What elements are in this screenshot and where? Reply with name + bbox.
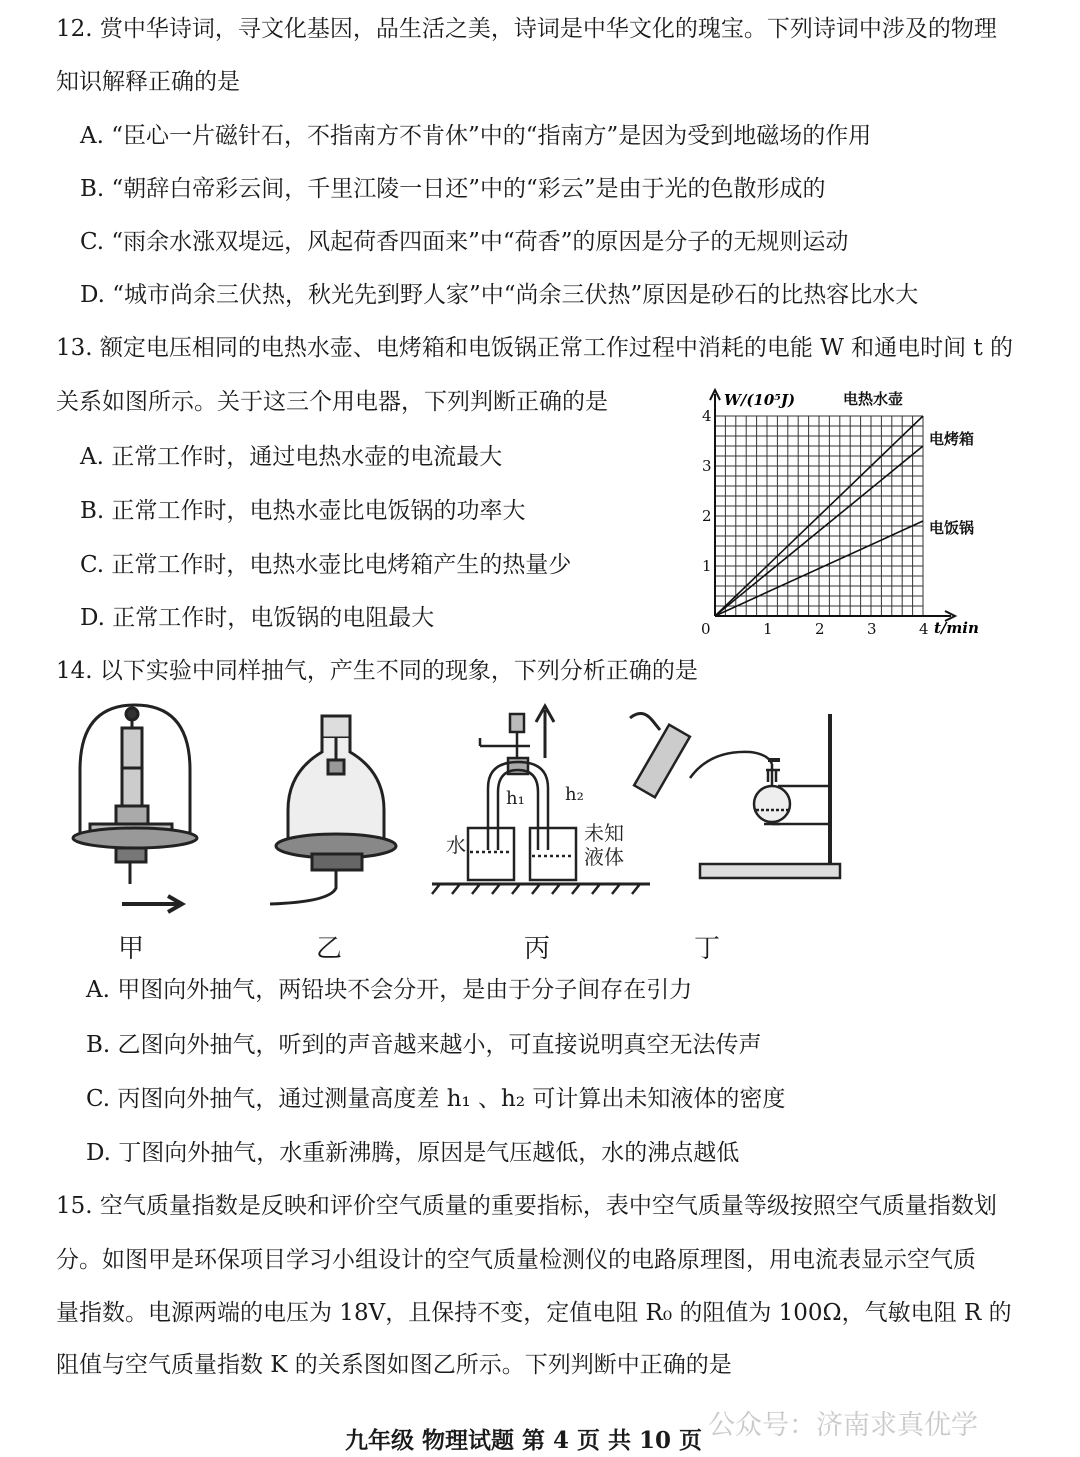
figure-label-ding: 丁 — [694, 934, 721, 964]
q12-option-a: A. “臣心一片磁针石，不指南方不肯休”中的“指南方”是因为受到地磁场的作用 — [80, 123, 872, 149]
experiment-apparatus-figures — [60, 700, 960, 920]
label-unknown-liquid-1: 未知 — [584, 821, 624, 845]
y-axis-label: W/(10⁵J) — [724, 391, 796, 409]
q14-option-c: C. 丙图向外抽气，通过测量高度差 h₁ 、h₂ 可计算出未知液体的密度 — [86, 1086, 786, 1112]
q12-option-b: B. “朝辞白帝彩云间，千里江陵一日还”中的“彩云”是由于光的色散形成的 — [80, 176, 826, 202]
q13-option-b: B. 正常工作时，电热水壶比电饭锅的功率大 — [80, 498, 526, 524]
graph-series — [715, 390, 974, 616]
wechat-watermark: 公众号：济南求真优学 — [708, 1410, 978, 1441]
q13-stem-line1: 13. 额定电压相同的电热水壶、电烤箱和电饭锅正常工作过程中消耗的电能 W 和通电时间 t 的 — [56, 335, 1014, 361]
q15-line3: 量指数。电源两端的电压为 18V，且保持不变，定值电阻 R₀ 的阻值为 100Ω，气敏电阻 R 的 — [56, 1300, 1012, 1326]
apparatus-jia — [73, 705, 197, 912]
energy-time-graph — [690, 388, 990, 643]
q12-stem-line2: 知识解释正确的是 — [56, 69, 240, 95]
graph-tick-labels — [701, 407, 929, 638]
series-label: 电热水壶 — [843, 390, 904, 408]
q12-option-d: D. “城市尚余三伏热，秋光先到野人家”中“尚余三伏热”原因是砂石的比热容比水大 — [80, 282, 919, 308]
q15-line4: 阻值与空气质量指数 K 的关系图如图乙所示。下列判断中正确的是 — [56, 1352, 732, 1378]
figure-label-jia: 甲 — [118, 934, 145, 964]
q14-option-a: A. 甲图向外抽气，两铅块不会分开，是由于分子间存在引力 — [86, 977, 693, 1003]
y-tick-label: 1 — [702, 557, 712, 575]
label-h2: h₂ — [565, 784, 584, 805]
series-label: 电饭锅 — [929, 519, 975, 537]
y-tick-label: 2 — [702, 507, 712, 525]
q13-option-c: C. 正常工作时，电热水壶比电烤箱产生的热量少 — [80, 552, 572, 578]
label-unknown-liquid-2: 液体 — [584, 845, 624, 869]
q12-option-c: C. “雨余水涨双堤远，风起荷香四面来”中“荷香”的原因是分子的无规则运动 — [80, 229, 849, 255]
x-tick-label: 3 — [867, 620, 877, 638]
series-label: 电烤箱 — [929, 430, 975, 448]
q15-line1: 15. 空气质量指数是反映和评价空气质量的重要指标，表中空气质量等级按照空气质量指数划 — [56, 1193, 997, 1219]
x-tick-label: 0 — [701, 620, 711, 638]
apparatus-ding — [630, 713, 840, 878]
q13-stem-line2: 关系如图所示。关于这三个用电器，下列判断正确的是 — [56, 389, 608, 415]
q13-option-a: A. 正常工作时，通过电热水壶的电流最大 — [80, 444, 503, 470]
q12-stem-line1: 12. 赏中华诗词，寻文化基因，品生活之美，诗词是中华文化的瑰宝。下列诗词中涉及的物理 — [56, 16, 997, 42]
y-tick-label: 3 — [702, 457, 712, 475]
apparatus-yi — [270, 716, 396, 904]
figure-label-yi: 乙 — [316, 934, 343, 964]
q13-option-d: D. 正常工作时，电饭锅的电阻最大 — [80, 605, 435, 631]
label-water: 水 — [446, 833, 466, 857]
x-tick-label: 2 — [815, 620, 825, 638]
page-footer: 九年级 物理试题 第 4 页 共 10 页 — [345, 1427, 703, 1454]
x-axis-label: t/min — [934, 619, 979, 637]
q14-stem: 14. 以下实验中同样抽气，产生不同的现象，下列分析正确的是 — [56, 658, 698, 684]
x-tick-label: 1 — [763, 620, 773, 638]
label-h1: h₁ — [506, 788, 525, 809]
q14-option-b: B. 乙图向外抽气，听到的声音越来越小，可直接说明真空无法传声 — [86, 1032, 762, 1058]
figure-label-bing: 丙 — [524, 934, 551, 964]
x-tick-label: 4 — [919, 620, 929, 638]
q14-option-d: D. 丁图向外抽气，水重新沸腾，原因是气压越低，水的沸点越低 — [86, 1140, 740, 1166]
q15-line2: 分。如图甲是环保项目学习小组设计的空气质量检测仪的电路原理图，用电流表显示空气质 — [56, 1247, 976, 1273]
y-tick-label: 4 — [702, 407, 712, 425]
